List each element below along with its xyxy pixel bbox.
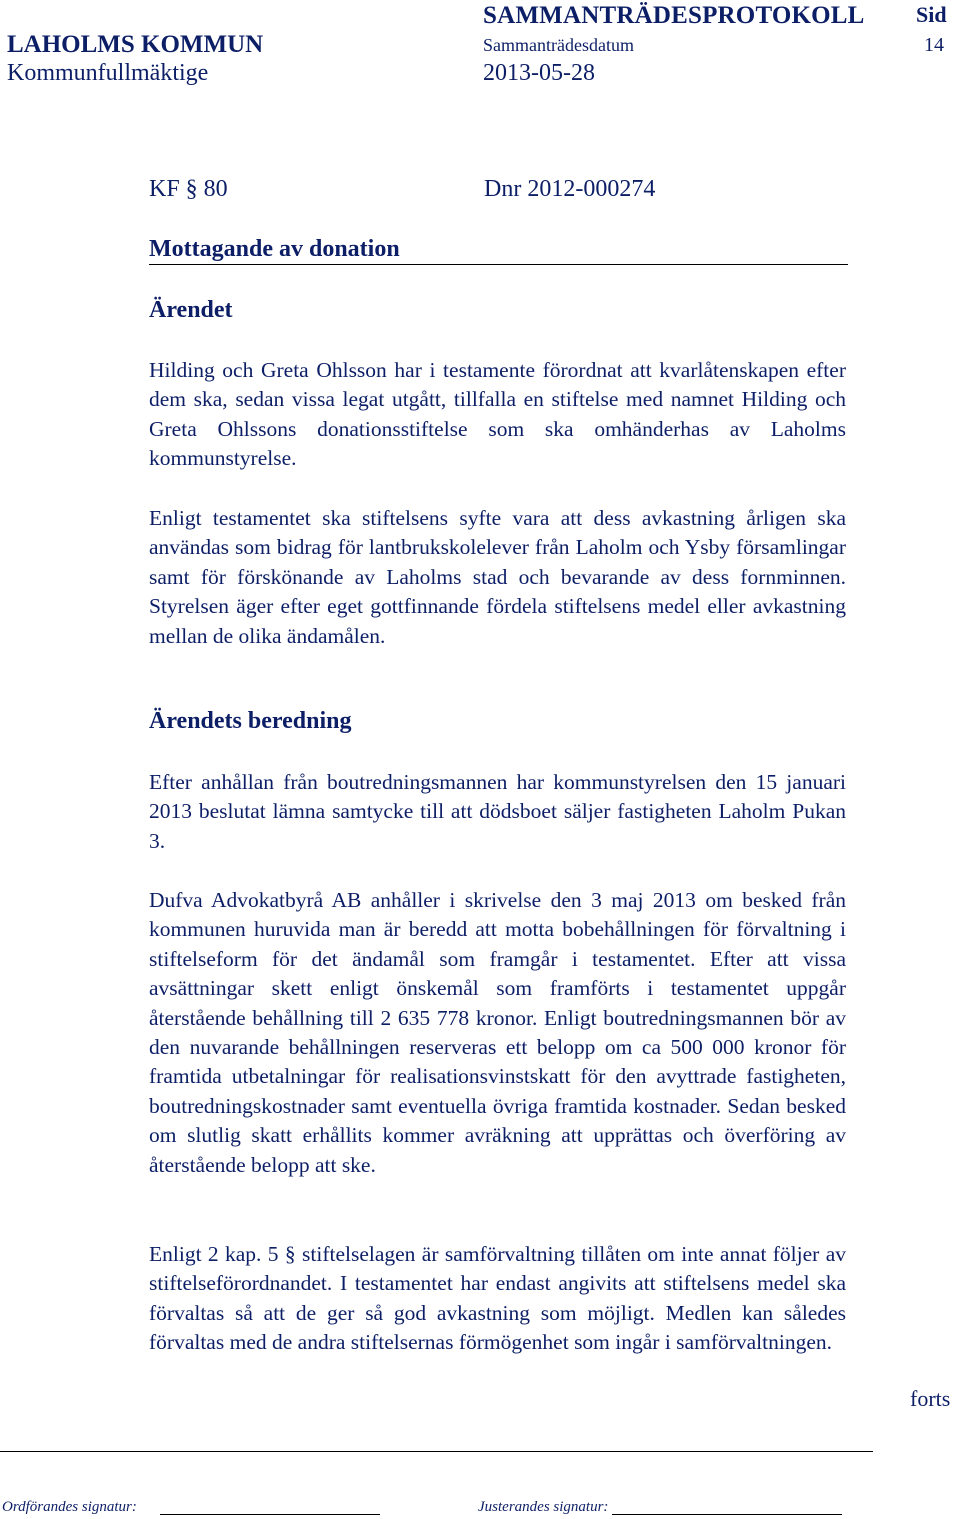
paragraph-beredning-2: Dufva Advokatbyrå AB anhåller i skrivelse den 3 maj 2013 om besked från kommunen huruvida man är beredd att motta bobehållningen för förvaltning i stiftelseform för det ändamål som framgår i testamentet. Efter att vissa avsättningar skett enligt önskemål som framförts i testamentet uppgår återstående behållning till 2 635 778 kronor. Enligt boutredningsmannen bör av den nuvarande behållningen reserveras ett belopp om ca 500 000 kronor för framtida utbetalningar för realisationsvinstskatt för den avyttrade fastigheten, boutredningskostnader samt eventuella övriga framtida kostnader. Sedan besked om slutlig skatt erhållits kommer avräkning att upprättas och överföring av återstående belopp att ske. <box>149 888 846 1177</box>
case-title: Mottagande av donation <box>149 236 400 262</box>
adjuster-signature-line <box>612 1514 842 1515</box>
continued-marker: forts <box>910 1386 951 1411</box>
organization-name: LAHOLMS KOMMUN <box>7 31 264 58</box>
section-heading-beredning: Ärendets beredning <box>149 708 352 734</box>
meeting-date: 2013-05-28 <box>483 60 595 86</box>
meeting-date-label: Sammanträdesdatum <box>483 35 634 55</box>
page-label: Sid <box>916 2 947 27</box>
paragraph-arendet-2: Enligt testamentet ska stiftelsens syfte vara att dess avkastning årligen ska användas som bidrag för lantbrukskolelever från Laholm och Ysby församlingar samt för förskönande av Laholms stad och bevarande av dess fornminnen. Styrelsen äger efter eget gottfinnande fördela stiftelsens medel eller avkastning mellan de olika ändamålen. <box>149 506 846 648</box>
protocol-title: SAMMANTRÄDESPROTOKOLL <box>483 2 865 29</box>
chair-signature-label: Ordförandes signatur: <box>2 1499 137 1515</box>
footer-rule <box>0 1451 873 1452</box>
paragraph-beredning-3: Enligt 2 kap. 5 § stiftelselagen är samförvaltning tillåten om inte annat följer av stiftelseförordnandet. I testamentet har endast angivits att stiftelsens medel ska förvaltas så att de ger så god avkastning som möjligt. Medlen kan således förvaltas med de andra stiftelsernas förmögenhet som ingår i samförvaltningen. <box>149 1242 846 1355</box>
governing-body: Kommunfullmäktige <box>7 60 209 86</box>
registration-number: Dnr 2012-000274 <box>484 176 656 202</box>
title-underline <box>149 264 848 265</box>
paragraph-beredning-1: Efter anhållan från boutredningsmannen har kommunstyrelsen den 15 januari 2013 beslutat lämna samtycke till att dödsboet säljer fastigheten Laholm Pukan 3. <box>149 770 846 853</box>
page-number: 14 <box>924 34 944 56</box>
chair-signature-line <box>160 1514 380 1515</box>
adjuster-signature-label: Justerandes signatur: <box>478 1499 609 1515</box>
case-number: KF § 80 <box>149 176 228 202</box>
paragraph-arendet-1: Hilding och Greta Ohlsson har i testamente förordnat att kvarlåtenskapen efter dem ska, sedan vissa legat utgått, tillfalla en stiftelse med namnet Hilding och Greta Ohlssons donationsstiftelse som ska omhänderhas av Laholms kommunstyrelse. <box>149 358 846 471</box>
section-heading-arendet: Ärendet <box>149 297 233 323</box>
